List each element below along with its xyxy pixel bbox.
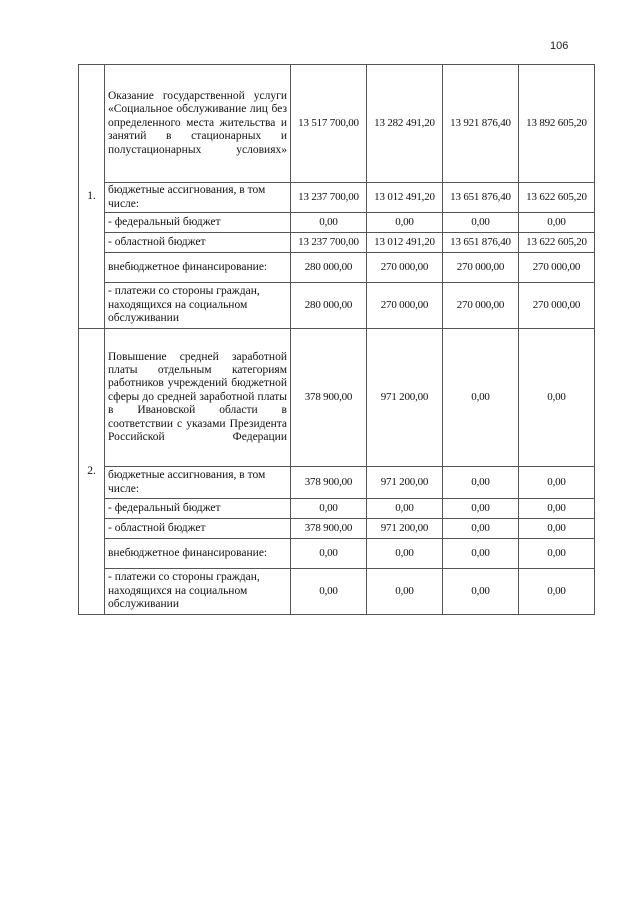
value-cell: 971 200,00 <box>367 519 443 539</box>
value-cell: 0,00 <box>367 569 443 615</box>
value-cell: 13 651 876,40 <box>443 183 519 213</box>
value-cell: 13 012 491,20 <box>367 233 443 253</box>
value-cell: 270 000,00 <box>367 283 443 329</box>
table-row <box>79 213 595 233</box>
value-cell: 0,00 <box>443 499 519 519</box>
value-cell: 0,00 <box>443 329 519 467</box>
row-label: - платежи со стороны граждан, находящихся на социальном обслуживании <box>105 283 291 329</box>
value-cell: 971 200,00 <box>367 467 443 499</box>
value-cell: 270 000,00 <box>519 283 595 329</box>
value-cell: 280 000,00 <box>291 283 367 329</box>
value-cell: 13 237 700,00 <box>291 183 367 213</box>
value-cell: 0,00 <box>291 539 367 569</box>
value-cell: 13 622 605,20 <box>519 183 595 213</box>
section-index: 2. <box>79 329 105 615</box>
section-index: 1. <box>79 65 105 329</box>
value-cell: 0,00 <box>367 213 443 233</box>
value-cell: 270 000,00 <box>367 253 443 283</box>
table-row <box>79 233 595 253</box>
table-row <box>79 569 595 615</box>
table-row <box>79 519 595 539</box>
value-cell: 0,00 <box>519 213 595 233</box>
value-cell: 378 900,00 <box>291 329 367 467</box>
table-row <box>79 499 595 519</box>
row-label: - областной бюджет <box>105 233 291 253</box>
value-cell: 13 237 700,00 <box>291 233 367 253</box>
row-label: внебюджетное финансирование: <box>105 253 291 283</box>
row-label: внебюджетное финансирование: <box>105 539 291 569</box>
table-row <box>79 539 595 569</box>
row-label: - платежи со стороны граждан, находящихся на социальном обслуживании <box>105 569 291 615</box>
row-label: - федеральный бюджет <box>105 499 291 519</box>
value-cell: 0,00 <box>519 539 595 569</box>
value-cell: 0,00 <box>519 499 595 519</box>
value-cell: 13 892 605,20 <box>519 65 595 183</box>
row-label: - областной бюджет <box>105 519 291 539</box>
value-cell: 0,00 <box>443 539 519 569</box>
value-cell: 13 921 876,40 <box>443 65 519 183</box>
value-cell: 0,00 <box>519 329 595 467</box>
row-label: - федеральный бюджет <box>105 213 291 233</box>
value-cell: 270 000,00 <box>519 253 595 283</box>
table-row <box>79 65 595 183</box>
row-label: бюджетные ассигнования, в том числе: <box>105 183 291 213</box>
value-cell: 0,00 <box>443 569 519 615</box>
table-row <box>79 253 595 283</box>
value-cell: 0,00 <box>519 467 595 499</box>
value-cell: 270 000,00 <box>443 253 519 283</box>
value-cell: 0,00 <box>291 213 367 233</box>
value-cell: 13 651 876,40 <box>443 233 519 253</box>
value-cell: 0,00 <box>443 519 519 539</box>
value-cell: 378 900,00 <box>291 467 367 499</box>
value-cell: 0,00 <box>367 539 443 569</box>
value-cell: 13 622 605,20 <box>519 233 595 253</box>
value-cell: 0,00 <box>519 519 595 539</box>
value-cell: 270 000,00 <box>443 283 519 329</box>
table-row <box>79 467 595 499</box>
value-cell: 13 012 491,20 <box>367 183 443 213</box>
page-number: 106 <box>550 40 569 52</box>
value-cell: 0,00 <box>367 499 443 519</box>
value-cell: 0,00 <box>291 499 367 519</box>
value-cell: 378 900,00 <box>291 519 367 539</box>
budget-table-body <box>79 65 595 615</box>
value-cell: 0,00 <box>443 467 519 499</box>
budget-table <box>78 64 595 615</box>
value-cell: 0,00 <box>519 569 595 615</box>
value-cell: 13 517 700,00 <box>291 65 367 183</box>
value-cell: 971 200,00 <box>367 329 443 467</box>
value-cell: 0,00 <box>443 213 519 233</box>
row-label: Повышение средней заработной платы отдельным категориям работников учреждений бюджетной сферы до средней заработной платы в Ивановской области в соответствии с указами Президента Российской Федерации <box>105 329 291 467</box>
value-cell: 13 282 491,20 <box>367 65 443 183</box>
value-cell: 280 000,00 <box>291 253 367 283</box>
row-label: бюджетные ассигнования, в том числе: <box>105 467 291 499</box>
table-row <box>79 329 595 467</box>
table-row <box>79 183 595 213</box>
row-label: Оказание государственной услуги «Социальное обслуживание лиц без определенного места жительства и занятий в стационарных и полустационарных условиях» <box>105 65 291 183</box>
table-row <box>79 283 595 329</box>
value-cell: 0,00 <box>291 569 367 615</box>
